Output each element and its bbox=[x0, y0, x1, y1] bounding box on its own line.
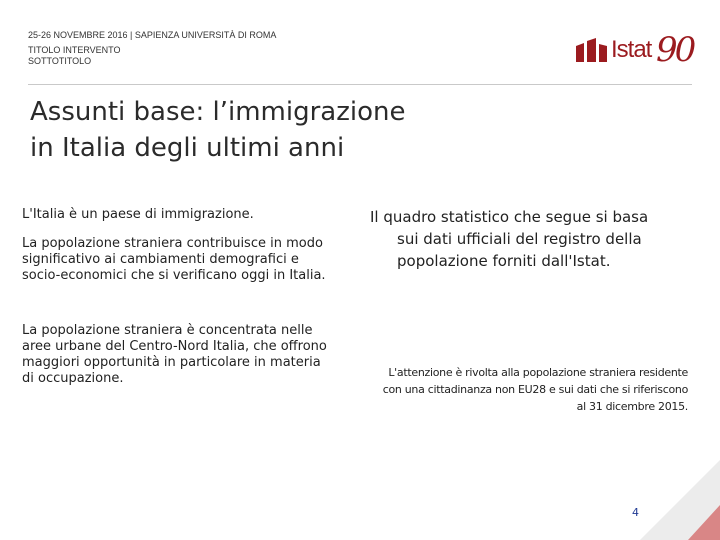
right-note: L'attenzione è rivolta alla popolazione straniera residente con una cittadinanza non EU28 e sui dati che si riferiscono al 31 dicembre 2015. bbox=[382, 366, 688, 413]
header-divider bbox=[28, 84, 692, 85]
logo-wordmark: Istat bbox=[611, 36, 652, 63]
title-line-1: Assunti base: l’immigrazione bbox=[30, 97, 406, 127]
page-number: 4 bbox=[632, 506, 639, 519]
logo-anniversary-number: 90 bbox=[656, 30, 694, 70]
corner-shape-light bbox=[640, 460, 720, 540]
page-title bbox=[30, 94, 406, 166]
right-main-line-1: Il quadro statistico che segue si basa bbox=[370, 208, 649, 226]
right-main-paragraph bbox=[370, 206, 690, 272]
left-paragraph-2: La popolazione straniera contribuisce in modo significativo ai cambiamenti demografici e socio-economici che si verificano oggi in Italia. bbox=[22, 236, 326, 283]
istat-90-logo bbox=[574, 30, 694, 70]
istat-building-icon bbox=[574, 38, 610, 64]
left-paragraph-1: L'Italia è un paese di immigrazione. bbox=[22, 207, 254, 222]
left-paragraph-3: La popolazione straniera è concentrata nelle aree urbane del Centro-Nord Italia, che offrono maggiori opportunità in particolare in materia di occupazione. bbox=[22, 323, 327, 386]
talk-subtitle: SOTTOTITOLO bbox=[28, 56, 92, 66]
corner-shape-accent bbox=[688, 505, 720, 540]
title-line-2: in Italia degli ultimi anni bbox=[30, 133, 345, 163]
talk-title: TITOLO INTERVENTO bbox=[28, 45, 121, 55]
event-line: 25-26 NOVEMBRE 2016 | SAPIENZA UNIVERSITÀ DI ROMA bbox=[28, 30, 277, 40]
right-main-continuation: sui dati ufficiali del registro della popolazione forniti dall'Istat. bbox=[397, 230, 642, 270]
